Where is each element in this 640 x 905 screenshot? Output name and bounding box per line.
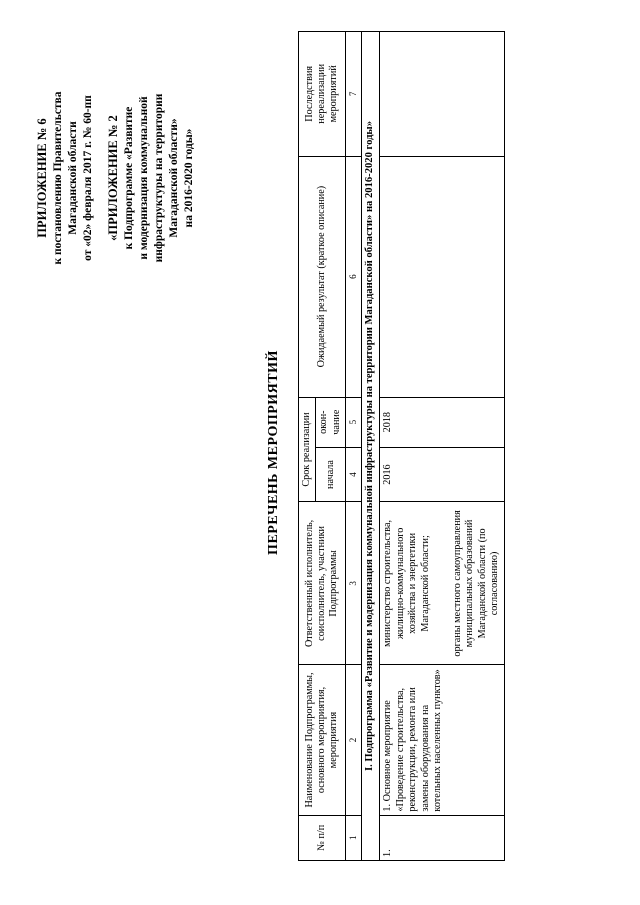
column-number: 1 — [346, 815, 362, 860]
subprogram-line: на 2016-2020 годы» — [183, 128, 196, 228]
row-result — [380, 156, 505, 397]
subprogram-line: инфраструктуры на территории — [152, 93, 165, 263]
header-executor: Ответственный исполнитель, соисполнитель, участники Подпрограммы — [299, 502, 346, 665]
column-number: 5 — [346, 397, 362, 447]
header-consequences: Последствия нереализации мероприятий — [299, 32, 346, 157]
row-end: 2018 — [380, 397, 505, 447]
row-num: 1. — [380, 815, 505, 860]
header-num: № п/п — [299, 815, 346, 860]
column-number: 3 — [346, 502, 362, 665]
column-number: 2 — [346, 665, 362, 815]
subprogram-line: Магаданской области» — [168, 118, 181, 238]
resolution-date: от «02» февраля 2017 г. № 60-пп — [81, 95, 94, 261]
table-header-row — [299, 32, 316, 861]
row-name: 1. Основное мероприятие «Проведение строительства, реконструкции, ремонта или замены оборудования на котельных населенных пунктов» — [380, 665, 505, 815]
appendix-title: ПРИЛОЖЕНИЕ № 6 — [35, 118, 49, 238]
column-number: 6 — [346, 156, 362, 397]
header-term-start: начала — [316, 447, 346, 502]
subprogram-line: и модернизация коммунальной — [137, 96, 150, 260]
row-start: 2016 — [380, 447, 505, 502]
header-name: Наименование Подпрограммы, основного мероприятия, мероприятия — [299, 665, 346, 815]
header-term: Срок реализации — [299, 397, 316, 502]
measures-table — [298, 31, 505, 861]
appendix2-title: «ПРИЛОЖЕНИЕ № 2 — [106, 115, 121, 241]
table-row — [380, 32, 505, 861]
resolution-ref: к постановлению Правительства — [51, 91, 64, 265]
row-consequences — [380, 32, 505, 157]
region-name: Магаданской области — [66, 121, 79, 235]
header-term-end: окон-чание — [316, 397, 346, 447]
appendix-header — [34, 58, 197, 298]
section-title: I. Подпрограмма «Развитие и модернизация коммунальной инфраструктуры на территории Магаданской области» на 2016-2020 годы» — [362, 32, 380, 861]
executor-municipal: органы местного самоуправления муниципальных образований Магаданской области (по согласованию) — [451, 510, 501, 657]
section-row — [362, 32, 380, 861]
document-title: ПЕРЕЧЕНЬ МЕРОПРИЯТИЙ — [266, 350, 281, 555]
row-executor — [380, 502, 505, 665]
subprogram-line: к Подпрограмме «Развитие — [122, 106, 135, 250]
column-number-row — [346, 32, 362, 861]
executor-ministry: министерство строительства, жилищно-коммунального хозяйства и энергетики Магаданской области; — [382, 519, 431, 647]
header-result: Ожидаемый результат (краткое описание) — [299, 156, 346, 397]
column-number: 4 — [346, 447, 362, 502]
column-number: 7 — [346, 32, 362, 157]
